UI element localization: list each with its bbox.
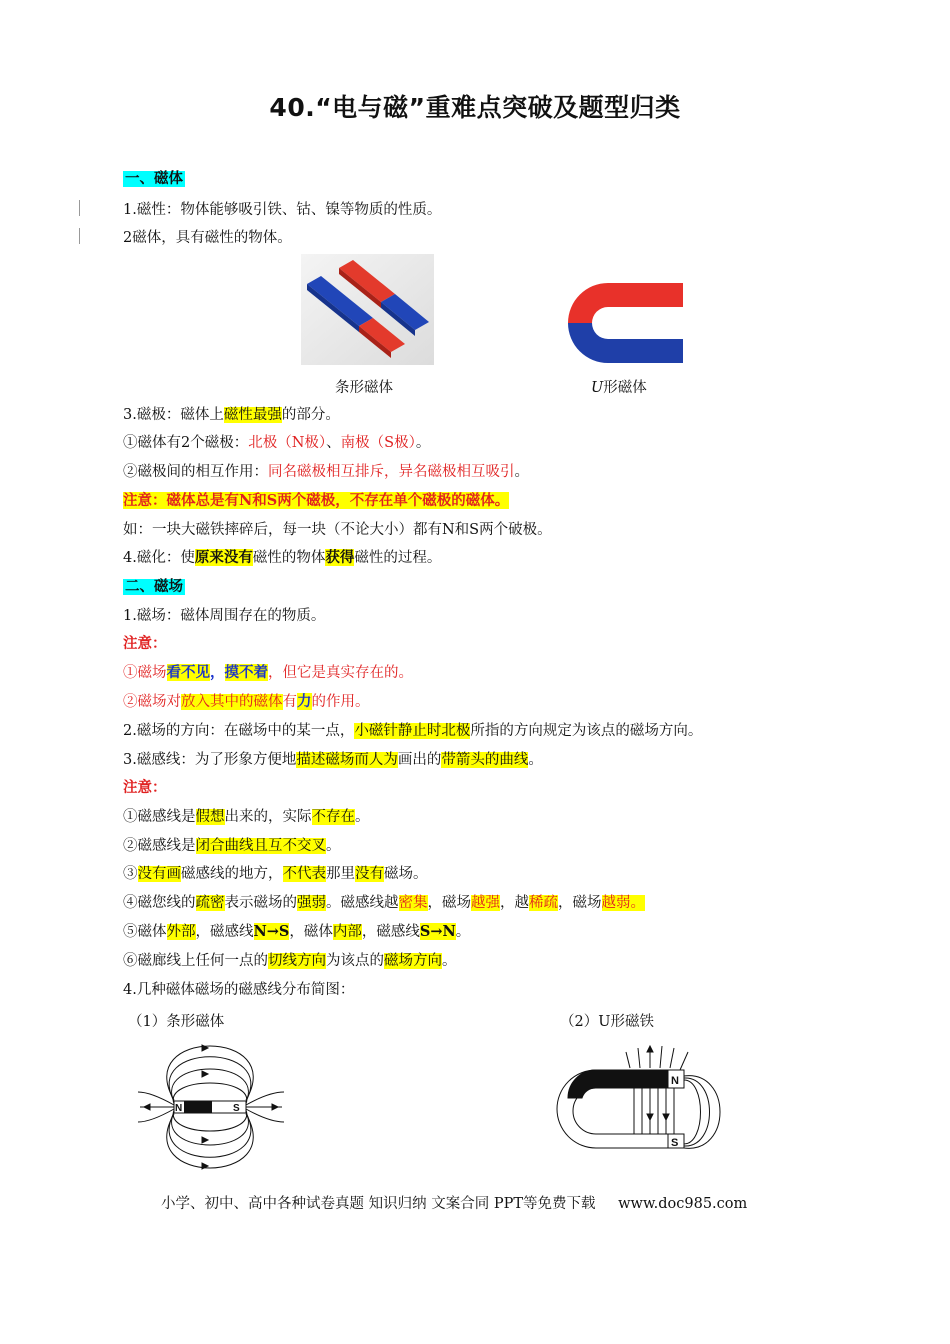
section-label: 二、磁场 — [125, 579, 183, 595]
text: 。 — [455, 924, 471, 940]
highlight: 越强 — [471, 895, 500, 911]
red-text: 同名磁极相互排斥，异名磁极相互吸引 — [268, 464, 515, 480]
highlight: 描述磁场而人为 — [296, 752, 398, 768]
bar-magnet-photo — [301, 254, 434, 365]
highlight: 力 — [297, 693, 312, 710]
highlight: 不代表 — [282, 866, 326, 882]
note-force — [123, 692, 370, 712]
section-label: 一、磁体 — [125, 171, 183, 187]
highlight: 越弱。 — [601, 895, 645, 911]
note-density — [123, 893, 645, 913]
text: ②磁极间的相互作用： — [123, 464, 268, 480]
text: ④磁您线的 — [123, 895, 196, 911]
text: 磁性的过程。 — [354, 550, 442, 566]
note-label: 注意： — [123, 780, 167, 796]
text: 。 — [442, 953, 457, 969]
text: 所指的方向规定为该点的磁场方向。 — [470, 723, 703, 739]
margin-mark — [79, 200, 80, 216]
u-pole-n-label: N — [671, 1075, 679, 1087]
highlight: 小磁针静止时北极 — [354, 723, 471, 739]
text: 的作用。 — [311, 694, 370, 710]
section-heading-field — [123, 577, 185, 597]
definition-magnet: 2磁体，具有磁性的物体。 — [123, 230, 292, 246]
text: 。 — [415, 435, 431, 451]
text: 。磁感线越 — [326, 895, 399, 911]
text: 为该点的 — [326, 953, 384, 969]
text: 表示磁场的 — [224, 895, 297, 911]
text: 2.磁场的方向：在磁场中的某一点， — [123, 723, 355, 739]
text: 有 — [282, 694, 297, 710]
field-lines — [123, 750, 543, 770]
highlight: 没有 — [355, 866, 384, 882]
section-heading-magnet — [123, 169, 185, 189]
pole-interaction — [123, 462, 529, 482]
highlight: 不存在 — [311, 809, 355, 825]
highlight: 切线方向 — [268, 953, 326, 969]
highlight: S→N — [419, 923, 456, 940]
highlight: 疏密 — [195, 895, 225, 911]
text: 画出的 — [397, 752, 442, 768]
text: ，磁体 — [289, 924, 333, 940]
text: ①磁场 — [123, 665, 167, 681]
example: 如：一块大磁铁摔碎后，每一块（不论大小）都有N和S两个破极。 — [123, 522, 552, 538]
text: 磁性的物体 — [252, 550, 326, 566]
text: ①磁体有2个磁极： — [123, 435, 249, 451]
highlight: 闭合曲线且互不交叉 — [195, 838, 326, 854]
highlight: 外部 — [166, 924, 196, 940]
fig1-caption: （1）条形磁体 — [128, 1014, 225, 1030]
bar-magnet-field-diagram — [136, 1036, 286, 1182]
fig2-caption: （2）U形磁铁 — [560, 1014, 654, 1030]
definition-magnetize — [123, 548, 441, 568]
highlight: 原来没有 — [194, 549, 253, 566]
highlight: 获得 — [325, 549, 355, 566]
definition-pole — [123, 405, 340, 425]
text: ， — [210, 664, 225, 681]
text: ，越 — [500, 895, 529, 911]
caption-u-magnet — [591, 376, 647, 397]
text: ②磁感线是 — [123, 838, 196, 854]
text: 。 — [528, 752, 543, 768]
margin-mark — [79, 228, 80, 244]
text: ，磁场 — [427, 895, 471, 911]
distribution-heading: 4.几种磁体磁场的磁感线分布简图： — [123, 982, 355, 998]
text: ，磁感线 — [361, 924, 420, 940]
highlight: 放入其中的磁体 — [181, 694, 283, 710]
text: 的部分。 — [281, 407, 340, 423]
text: 、 — [326, 435, 341, 451]
footer-text: 小学、初中、高中各种试卷真题 知识归纳 文案合同 PPT等免费下载 — [161, 1196, 596, 1212]
highlight: N→S — [253, 923, 290, 940]
highlight: 看不见 — [166, 664, 210, 681]
definition-magnetism: 1.磁性：物体能够吸引铁、钴、镍等物质的性质。 — [123, 202, 442, 218]
text: ，磁场 — [558, 895, 602, 911]
bar-magnet-image — [301, 254, 434, 365]
u-magnet-field-diagram — [556, 1040, 740, 1180]
pole-n-label: N — [175, 1103, 183, 1114]
highlight: 稀疏 — [529, 895, 558, 911]
note-label: 注意： — [123, 636, 167, 652]
caption-bar-magnet: 条形磁体 — [335, 380, 393, 396]
red-text: 北极（N极） — [248, 435, 327, 451]
note-direction — [123, 922, 470, 942]
text: ，磁感线 — [195, 924, 254, 940]
caption-u-letter: U — [591, 380, 604, 396]
text: 。 — [355, 809, 370, 825]
text: 4.磁化：使 — [123, 550, 195, 566]
note-label — [123, 492, 509, 509]
note-undrawn — [123, 864, 428, 884]
field-direction — [123, 721, 702, 741]
text: 3.磁极：磁体上 — [123, 407, 224, 423]
text: ，但它是真实存在的。 — [268, 665, 413, 681]
highlight: 摸不着 — [224, 664, 268, 681]
text: ⑥磁廊线上任何一点的 — [123, 953, 268, 969]
u-magnet-image — [568, 283, 683, 363]
highlight: 内部 — [332, 924, 362, 940]
pole-s-label: S — [233, 1103, 240, 1114]
text: 3.磁感线：为了形象方便地 — [123, 752, 297, 768]
footer-url[interactable]: www.doc985.com — [618, 1196, 748, 1212]
note-tangent — [123, 951, 457, 971]
text: ①磁感线是 — [123, 809, 196, 825]
text: 注意： — [123, 492, 167, 509]
highlight: 磁场方向 — [384, 953, 442, 969]
u-pole-s-label: S — [671, 1137, 679, 1149]
highlight: 没有画 — [137, 866, 181, 882]
caption-u-text: 形磁体 — [603, 380, 647, 396]
text: ③ — [123, 866, 138, 882]
footer — [161, 1192, 747, 1213]
text: 。 — [326, 838, 341, 854]
text: 那里 — [326, 866, 355, 882]
highlight: 带箭头的曲线 — [441, 752, 529, 768]
highlight: 密集 — [398, 895, 428, 911]
definition-field: 1.磁场：磁体周围存在的物质。 — [123, 608, 326, 624]
highlight: 假想 — [195, 809, 225, 825]
highlight: 磁性最强 — [223, 407, 282, 423]
note-imaginary — [123, 807, 370, 827]
red-text: 南极（S极） — [340, 435, 416, 451]
highlight: 强弱 — [297, 895, 326, 911]
page-title: 40.“电与磁”重难点突破及题型归类 — [269, 93, 681, 122]
note-poles — [123, 491, 509, 511]
text: ②磁场对 — [123, 694, 181, 710]
text: ⑤磁体 — [123, 924, 167, 940]
note-closed — [123, 836, 341, 856]
text: 。 — [514, 464, 529, 480]
text: 磁场。 — [384, 866, 428, 882]
text: 出来的，实际 — [224, 809, 312, 825]
text: 磁体总是有N和S两个磁极，不存在单个磁极的磁体。 — [166, 492, 510, 509]
text: 磁感线的地方， — [181, 866, 283, 882]
note-invisible — [123, 663, 413, 683]
two-poles — [123, 433, 430, 453]
